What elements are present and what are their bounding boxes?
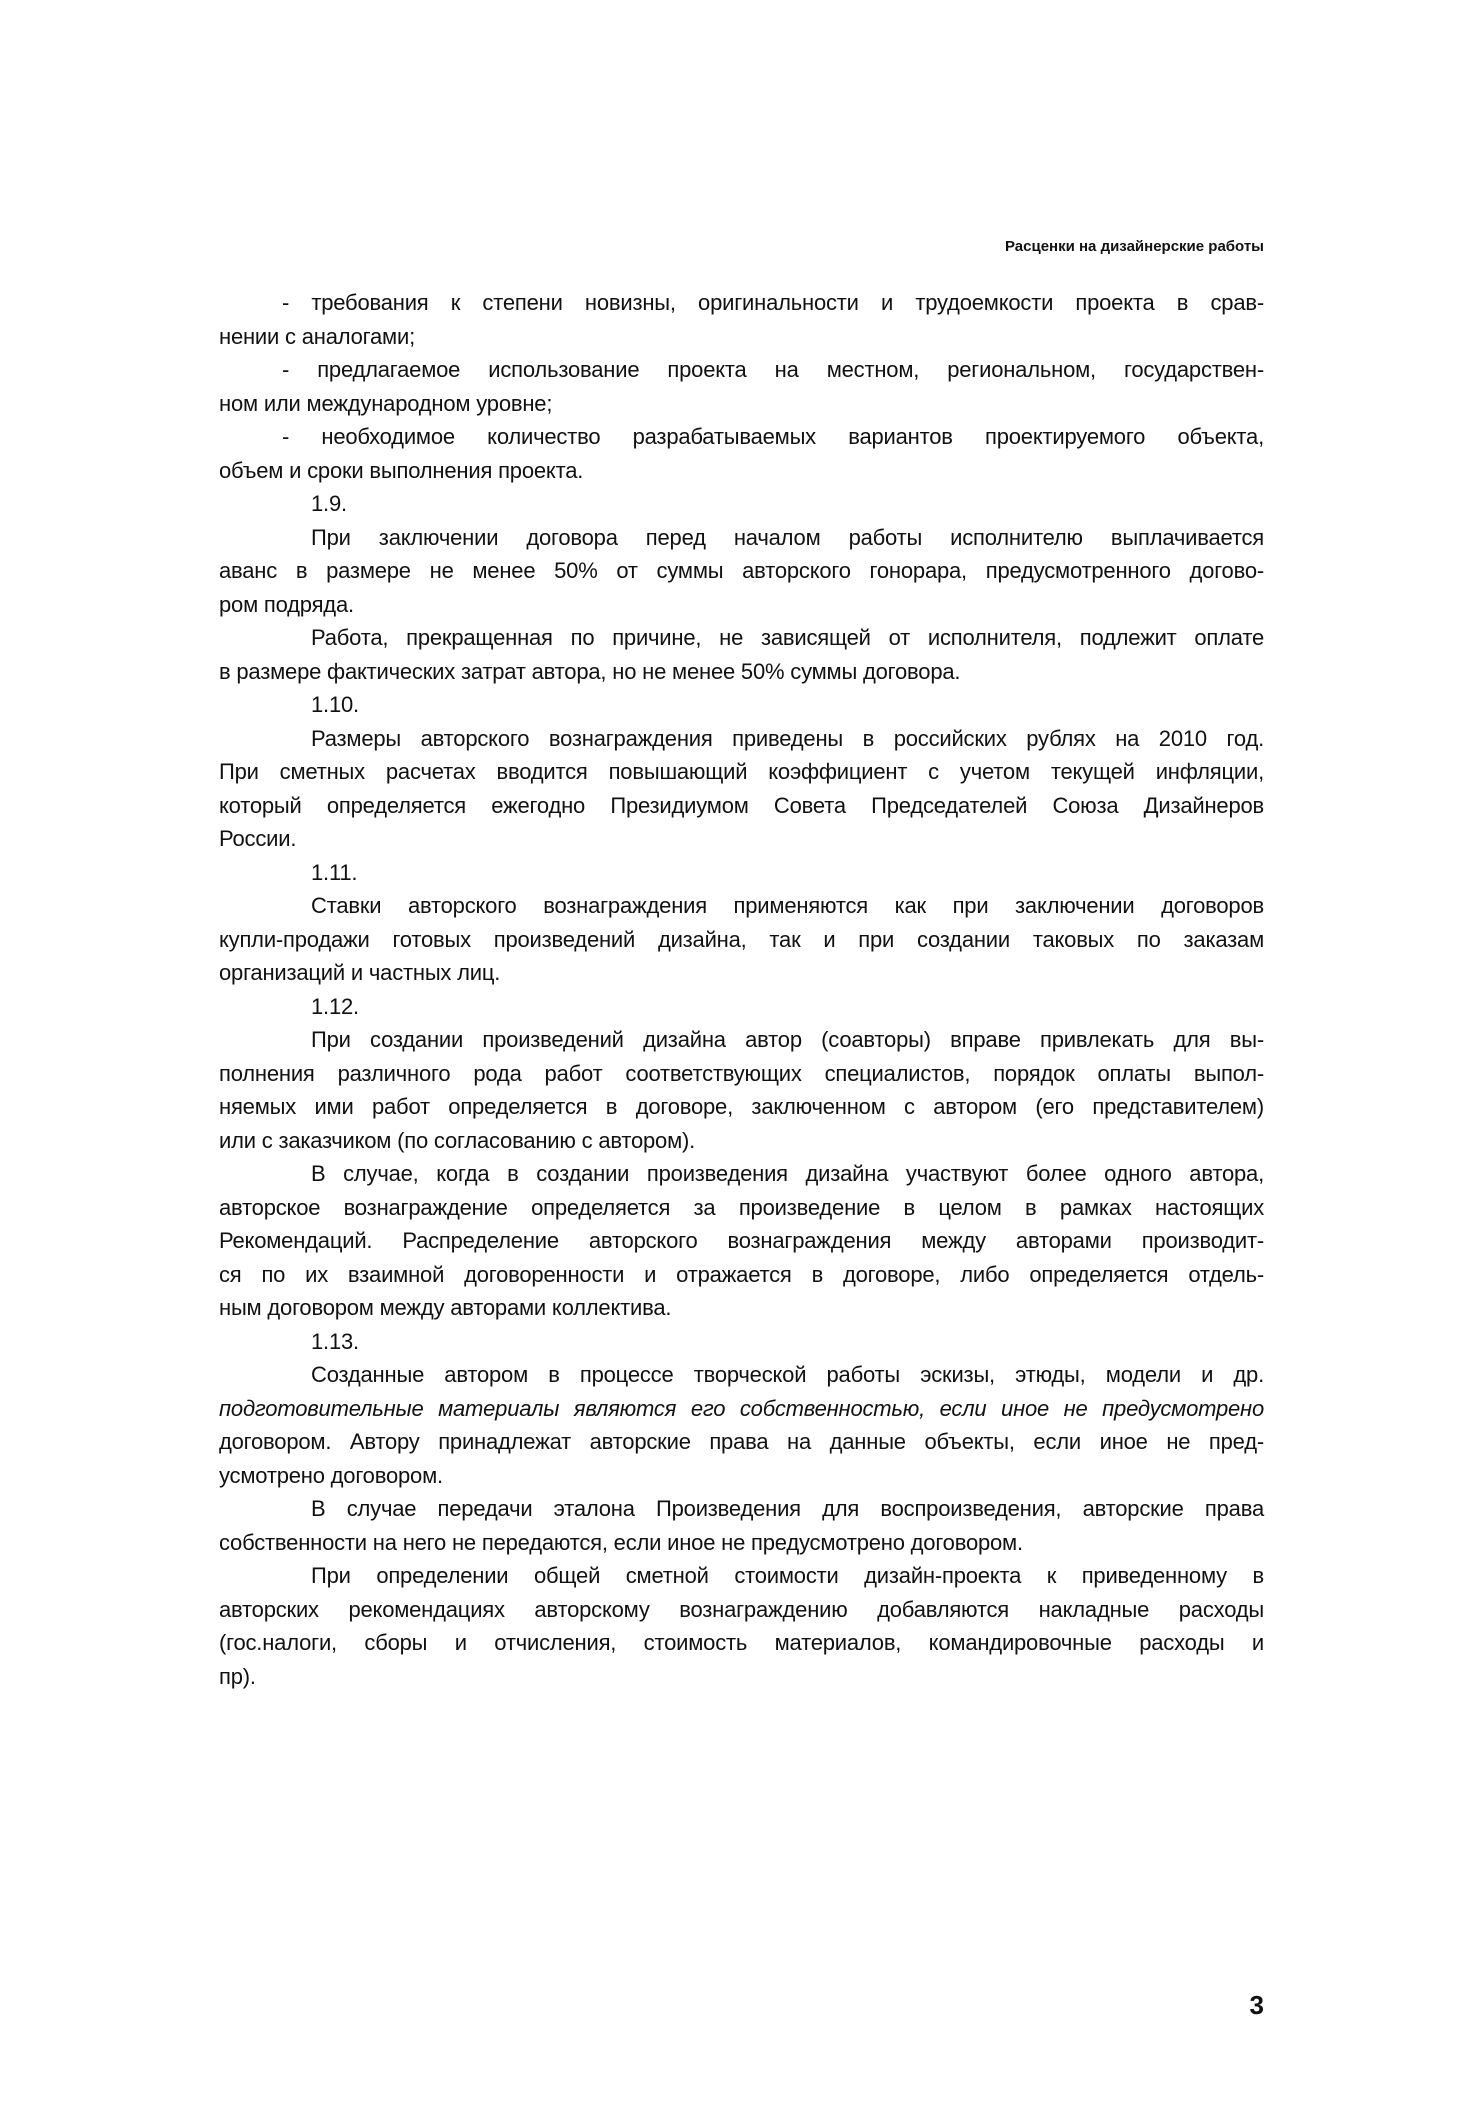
- text-line: нении с аналогами;: [219, 323, 415, 349]
- text-line: 1.13.: [311, 1328, 359, 1354]
- text-line: няемых ими работ определяется в договоре, заключенном с автором (его представителем): [219, 1094, 1264, 1119]
- text-line: ном или международном уровне;: [219, 390, 553, 416]
- text-line: авторских рекомендациях авторскому вознаграждению добавляются накладные расходы: [219, 1596, 1264, 1622]
- paragraph: [219, 1559, 1264, 1693]
- text-line: организаций и частных лиц.: [219, 960, 501, 985]
- text-line: договором. Автору принадлежат авторские права на данные объекты, если иное не пред-: [219, 1429, 1264, 1454]
- paragraph: [219, 1358, 1264, 1492]
- text-line: авторское вознаграждение определяется за произведение в целом в рамках настоящих: [219, 1194, 1264, 1220]
- text-line: ром подряда.: [219, 591, 354, 617]
- section-number: [219, 487, 1264, 521]
- text-line: В случае, когда в создании произведения дизайна участвуют более одного автора,: [311, 1161, 1264, 1186]
- text-line: Размеры авторского вознаграждения приведены в российских рублях на 2010 год.: [311, 725, 1264, 751]
- text-line: аванс в размере не менее 50% от суммы авторского гонорара, предусмотренного догово-: [219, 558, 1264, 583]
- text-line: полнения различного рода работ соответствующих специалистов, порядок оплаты выпол-: [219, 1060, 1264, 1086]
- paragraph: [219, 722, 1264, 856]
- text-line: усмотрено договором.: [219, 1462, 443, 1488]
- paragraph: [219, 1157, 1264, 1325]
- text-line: пр).: [219, 1663, 256, 1689]
- text-line: собственности на него не передаются, если иное не предусмотрено договором.: [219, 1529, 1023, 1555]
- text-line: Рекомендаций. Распределение авторского вознаграждения между авторами производит-: [219, 1228, 1264, 1253]
- text-line: 1.12.: [311, 993, 359, 1019]
- text-line: При создании произведений дизайна автор (соавторы) вправе привлекать для вы-: [311, 1027, 1264, 1052]
- text-line: - требования к степени новизны, оригинальности и трудоемкости проекта в срав-: [282, 290, 1264, 315]
- running-header: Расценки на дизайнерские работы: [1004, 238, 1264, 255]
- text-line: - необходимое количество разрабатываемых вариантов проектируемого объекта,: [282, 424, 1264, 449]
- text-line: При определении общей сметной стоимости дизайн-проекта к приведенному в: [311, 1563, 1264, 1588]
- text-line: (гос.налоги, сборы и отчисления, стоимость материалов, командировочные расходы и: [219, 1630, 1264, 1655]
- text-line: или с заказчиком (по согласованию с автором).: [219, 1127, 696, 1153]
- paragraph: [219, 621, 1264, 688]
- text-line: При сметных расчетах вводится повышающий коэффициент с учетом текущей инфляции,: [219, 759, 1264, 784]
- document-body: [219, 286, 1264, 1693]
- text-line: Ставки авторского вознаграждения применяются как при заключении договоров: [311, 893, 1264, 918]
- paragraph: [219, 1023, 1264, 1157]
- text-line: подготовительные материалы являются его собственностью, если иное не предусмотрено: [219, 1395, 1264, 1421]
- text-line: Работа, прекращенная по причине, не зависящей от исполнителя, подлежит оплате: [311, 625, 1264, 650]
- text-line: Созданные автором в процессе творческой работы эскизы, этюды, модели и др.: [311, 1362, 1264, 1387]
- text-line: В случае передачи эталона Произведения для воспроизведения, авторские права: [311, 1496, 1264, 1521]
- text-line: 1.11.: [311, 859, 358, 885]
- section-number: [219, 688, 1264, 722]
- section-number: [219, 856, 1264, 890]
- paragraph: [219, 1492, 1264, 1559]
- text-line: ным договором между авторами коллектива.: [219, 1295, 672, 1320]
- text-line: России.: [219, 826, 297, 851]
- paragraph: [219, 521, 1264, 622]
- text-line: объем и сроки выполнения проекта.: [219, 457, 584, 483]
- text-line: 1.9.: [311, 491, 347, 516]
- text-line: ся по их взаимной договоренности и отражается в договоре, либо определяется отдель-: [219, 1261, 1264, 1287]
- section-number: [219, 1325, 1264, 1359]
- paragraph: [219, 420, 1264, 487]
- text-line: 1.10.: [311, 692, 359, 717]
- paragraph: [219, 353, 1264, 420]
- text-line: в размере фактических затрат автора, но не менее 50% суммы договора.: [219, 658, 961, 684]
- section-number: [219, 990, 1264, 1024]
- text-line: - предлагаемое использование проекта на местном, региональном, государствен-: [282, 357, 1264, 382]
- text-line: купли-продажи готовых произведений дизайна, так и при создании таковых по заказам: [219, 926, 1264, 952]
- paragraph: [219, 286, 1264, 353]
- text-line: который определяется ежегодно Президиумом Совета Председателей Союза Дизайнеров: [219, 792, 1264, 818]
- text-line: При заключении договора перед началом работы исполнителю выплачивается: [311, 524, 1264, 550]
- paragraph: [219, 889, 1264, 990]
- page-number: 3: [1249, 1990, 1264, 2020]
